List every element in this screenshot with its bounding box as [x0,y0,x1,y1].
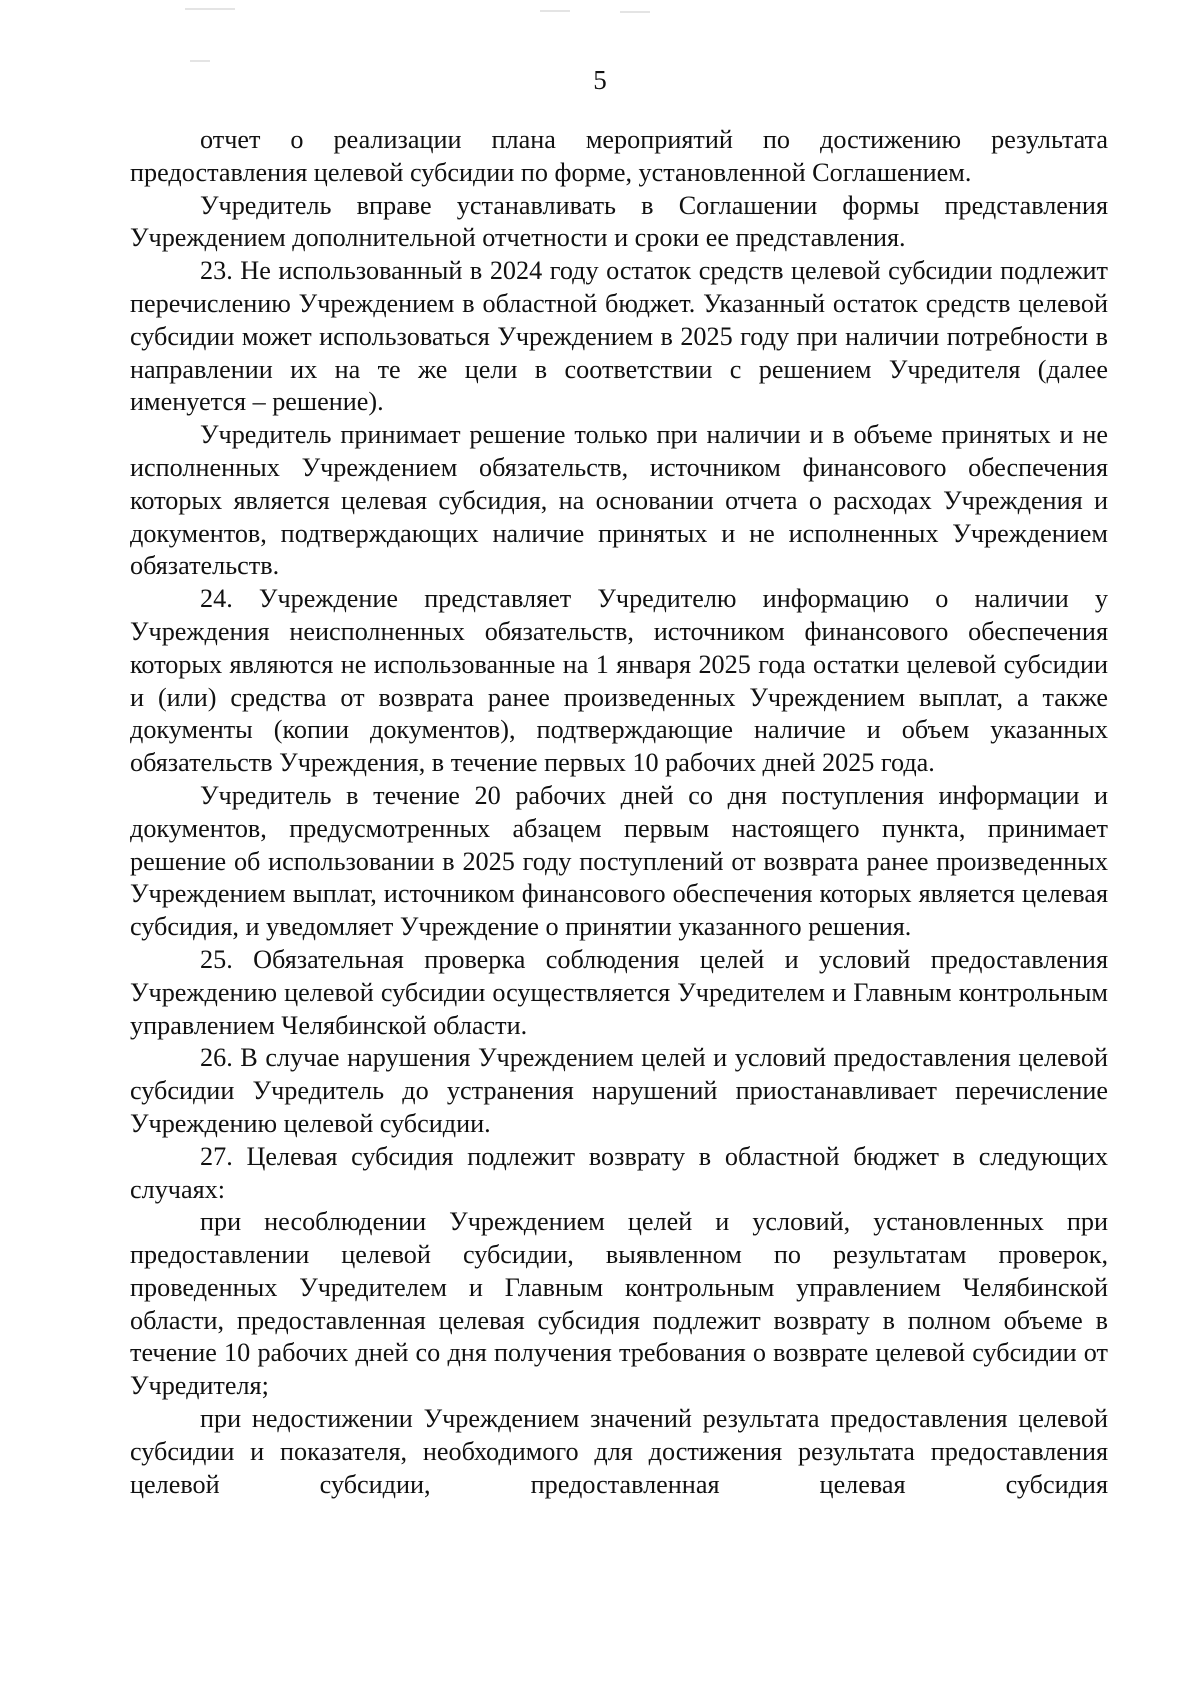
paragraph: при недостижении Учреждением значений результата предоставления целевой субсидии и показателя, необходимого для достижения результата предоставления целевой субсидии, предоставленная целевая субсидия [130,1404,1108,1499]
scan-artifact [620,11,650,13]
page-number: 5 [593,65,607,95]
paragraph: при несоблюдении Учреждением целей и условий, установленных при предоставлении целевой субсидии, выявленном по результатам проверок, проведенных Учредителем и Главным контрольным управлением Челябинской области, предоставленная целевая субсидия подлежит возврату в полном объеме в течение 10 рабочих дней со дня получения требования о возврате целевой субсидии от Учредителя; [130,1207,1108,1401]
scan-artifact [190,60,210,62]
document-body [130,124,1108,1501]
paragraph: Учредитель в течение 20 рабочих дней со дня поступления информации и документов, предусмотренных абзацем первым настоящего пункта, принимает решение об использовании в 2025 году поступлений от возврата ранее произведенных Учреждением выплат, источником финансового обеспечения которых является целевая субсидия, и уведомляет Учреждение о принятии указанного решения. [130,780,1108,942]
scan-artifact [185,8,235,10]
paragraph: 23. Не использованный в 2024 году остаток средств целевой субсидии подлежит перечислению Учреждением в областной бюджет. Указанный остаток средств целевой субсидии может использоваться Учреждением в 2025 году при наличии потребности в направлении их на те же цели в соответствии с решением Учредителя (далее именуется – решение). [130,256,1108,417]
paragraph: отчет о реализации плана мероприятий по достижению результата предоставления целевой субсидии по форме, установленной Соглашением. [130,125,1108,187]
paragraph: 26. В случае нарушения Учреждением целей и условий предоставления целевой субсидии Учредитель до устранения нарушений приостанавливает перечисление Учреждению целевой субсидии. [130,1043,1108,1138]
scan-artifact [540,10,570,12]
paragraph: Учредитель принимает решение только при наличии и в объеме принятых и не исполненных Учреждением обязательств, источником финансового обеспечения которых является целевая субсидия, на основании отчета о расходах Учреждения и документов, подтверждающих наличие принятых и не исполненных Учреждением обязательств. [130,420,1108,581]
paragraph: 27. Целевая субсидия подлежит возврату в областной бюджет в следующих случаях: [130,1141,1108,1204]
paragraph: Учредитель вправе устанавливать в Соглашении формы представления Учреждением дополнительной отчетности и сроки ее представления. [130,190,1108,253]
paragraph: 24. Учреждение представляет Учредителю информацию о наличии у Учреждения неисполненных обязательств, источником финансового обеспечения которых являются не использованные на 1 января 2025 года остатки целевой субсидии и (или) средства от возврата ранее произведенных Учреждением выплат, а также документы (копии документов), подтверждающие наличие и объем указанных обязательств Учреждения, в течение первых 10 рабочих дней 2025 года. [130,584,1108,778]
paragraph: 25. Обязательная проверка соблюдения целей и условий предоставления Учреждению целевой субсидии осуществляется Учредителем и Главным контрольным управлением Челябинской области. [130,944,1108,1040]
